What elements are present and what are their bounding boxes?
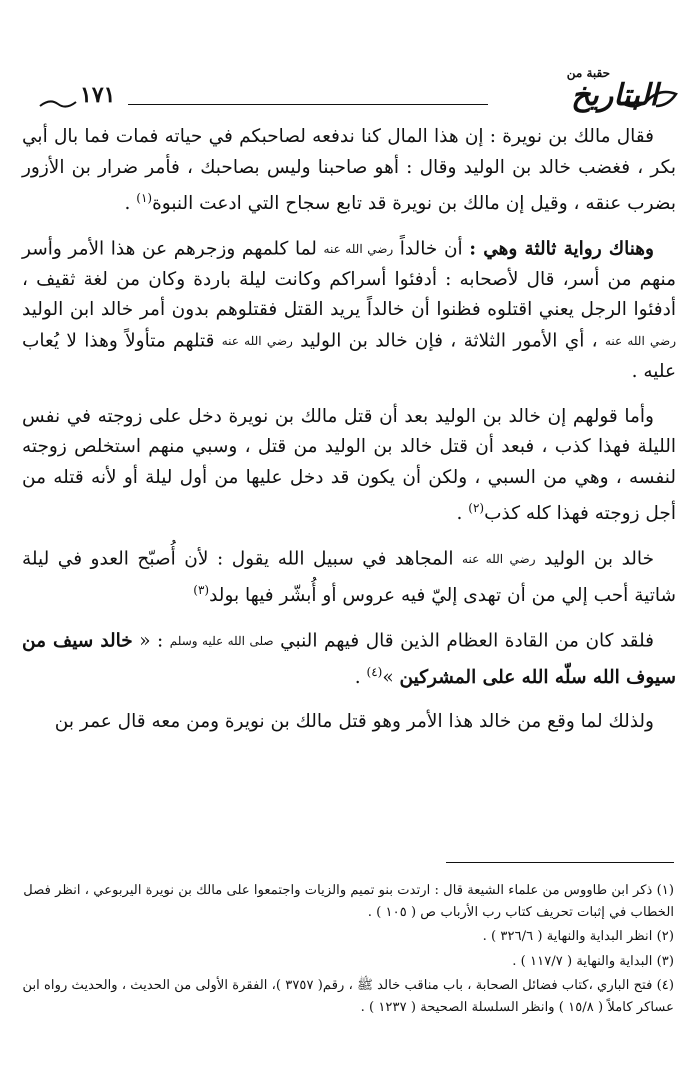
footnotes: [22, 880, 674, 1021]
footnote-ref-1: (١): [136, 191, 153, 206]
page-number: ١٧١: [80, 82, 116, 108]
running-header: [18, 66, 680, 120]
book-title: البتاريخ: [571, 78, 658, 113]
header-swash-right: [620, 80, 680, 114]
header-rule: [128, 104, 488, 105]
footnote-ref-4: (٤): [366, 664, 383, 679]
honorific: رضي الله عنه: [462, 552, 536, 567]
book-supertitle: حقبة من: [566, 66, 610, 80]
footnote-3: (٣) البداية والنهاية ( ١١٧/٧ ) .: [512, 953, 674, 969]
footnote-1: (١) ذكر ابن طاووس من علماء الشيعة قال : ارتدت بنو تميم والزيات واجتمعوا على مالك بن نويرة اليربوعي ، انظر فصل الخطاب في إثبات تحريف كتاب رب الأرباب ص ( ١٠٥ ) .: [23, 883, 674, 921]
honorific: رضي الله عنه: [604, 334, 677, 349]
paragraph-2: وهناك رواية ثالثة وهي : أن خالداً رضي الله عنه لما كلمهم وزجرهم عن هذا الأمر وأسر منهم من أسر، قال لأصحابه : أدفئوا أسراكم وكانت ليلة باردة وكان من لغة ثقيف ، أدفئوا الرجل يعني اقتلوه فظنوا أن خالداً يريد القتل فقتلوهم بدون أمر خالد ابن الوليد رضي الله عنه ، أي الأمور الثلاثة ، فإن خالد بن الوليد رضي الله عنه قتلهم متأولاً وهذا لا يُعاب عليه .: [22, 238, 677, 382]
paragraph-1: فقال مالك بن نويرة : إن هذا المال كنا ندفعه لصاحبكم في حياته فمات فما بال أبي بكر ، فغضب خالد بن الوليد وقال : أهو صاحبنا وليس بصاحبك ، فأمر ضرار بن الأزور بضرب عنقه ، وقيل إن مالك بن نويرة قد تابع سجاح التي ادعت النبوة$^{(١)}$ .: [22, 126, 676, 215]
footnote-4: (٤) فتح الباري ،كتاب فضائل الصحابة ، باب مناقب خالد ﷺ ، رقم( ٣٧٥٧ )، الفقرة الأولى من الحديث ، والحديث رواه ابن عساكر كاملاً ( ١٥/٨ ) وانظر السلسلة الصحيحة ( ١٢٣٧ ) .: [22, 977, 674, 1016]
footnote-ref-2: (٢): [468, 501, 485, 516]
hadith-quote: خالد سيف من سيوف الله سلّه الله على المشركين: [22, 629, 676, 688]
paragraph-lead: وهناك رواية ثالثة وهي :: [469, 238, 654, 260]
main-text: [22, 122, 676, 738]
honorific: رضي الله عنه: [323, 241, 394, 256]
honorific: صلى الله عليه وسلم: [169, 633, 274, 648]
paragraph-6: ولذلك لما وقع من خالد هذا الأمر وهو قتل مالك بن نويرة ومن معه قال عمر بن: [54, 711, 654, 733]
footnote-ref-3: (٣): [193, 582, 210, 597]
honorific: رضي الله عنه: [221, 334, 293, 349]
paragraph-4: خالد بن الوليد رضي الله عنه المجاهد في سبيل الله يقول : لأن أُصبّح العدو في ليلة شاتية أحب إلي من أن تهدى إليّ فيه عروس أو أُبشّر فيها بولد$^{(٣)}$: [22, 548, 676, 607]
paragraph-3: وأما قولهم إن خالد بن الوليد بعد أن قتل مالك بن نويرة دخل على زوجته في نفس الليلة فهذا كذب ، فبعد أن قتل خالد بن الوليد من قتل ، وسبي منهم استخلص زوجته لنفسه ، وهي من السبي ، ولكن أن يكون قد دخل عليها من أول ليلة أو لأنه قتله من أجل زوجته فهذا كله كذب$^{(٢)}$ .: [22, 405, 676, 525]
footnote-separator: [446, 862, 674, 863]
header-swash-left: [38, 96, 78, 110]
paragraph-5: فلقد كان من القادة العظام الذين قال فيهم النبي صلى الله عليه وسلم : « خالد سيف من سيوف الله سلّه الله على المشركين »$^{(٤)}$ .: [22, 629, 676, 688]
footnote-2: (٢) انظر البداية والنهاية ( ٣٢٦/٦ ) .: [482, 929, 674, 945]
